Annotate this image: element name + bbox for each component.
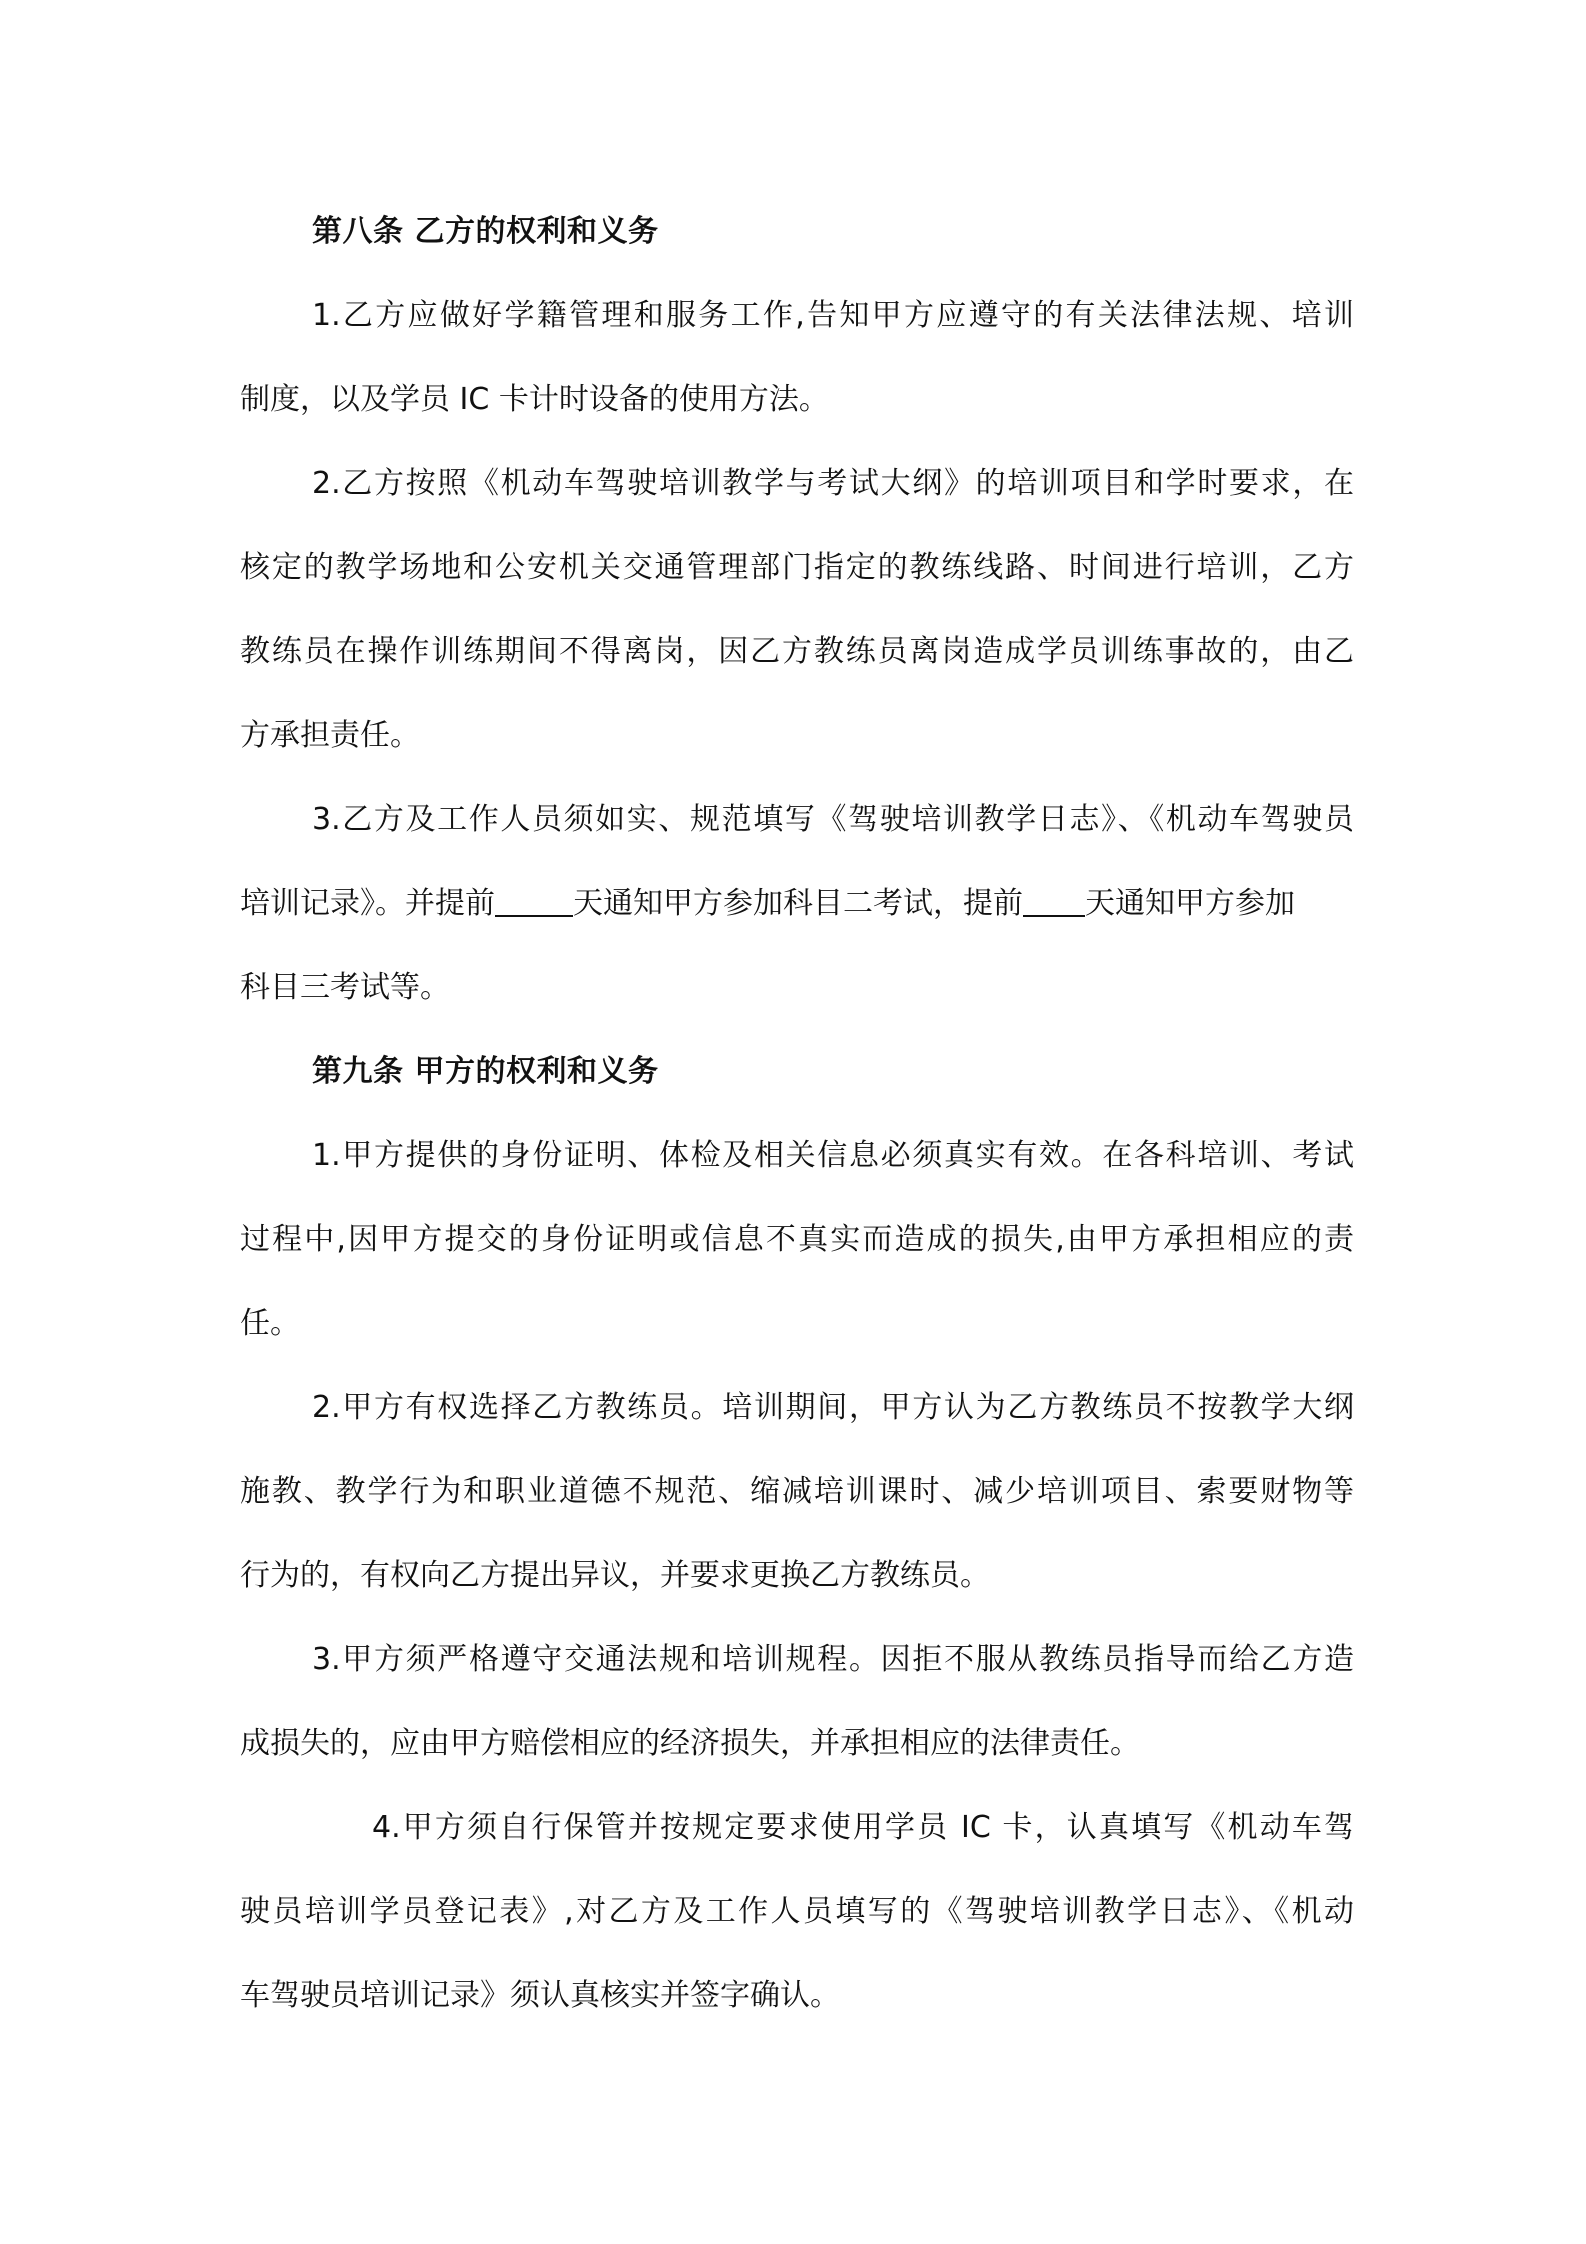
section-9-para-3-line-1: 3.甲方须严格遵守交通法规和培训规程。因拒不服从教练员指导而给乙方造 (312, 1642, 1354, 1677)
section-8-para-3-line-1: 3.乙方及工作人员须如实、规范填写《驾驶培训教学日志》、《机动车驾驶员 (312, 802, 1354, 837)
section-8-para-1-line-2: 制度，以及学员 IC 卡计时设备的使用方法。 (240, 382, 829, 417)
section-9-para-2-line-3: 行为的，有权向乙方提出异议，并要求更换乙方教练员。 (240, 1558, 990, 1593)
section-8-heading: 第八条 乙方的权利和义务 (312, 214, 659, 249)
section-9-heading: 第九条 甲方的权利和义务 (312, 1054, 659, 1089)
section-9-para-1-line-1: 1.甲方提供的身份证明、体检及相关信息必须真实有效。在各科培训、考试 (312, 1138, 1354, 1173)
section-9-para-4-line-3: 车驾驶员培训记录》须认真核实并签字确认。 (240, 1978, 840, 2013)
section-8-para-2-line-3: 教练员在操作训练期间不得离岗，因乙方教练员离岗造成学员训练事故的，由乙 (240, 634, 1354, 669)
section-8-para-3-line-3: 科目三考试等。 (240, 970, 450, 1005)
section-9-para-4-line-1: 4.甲方须自行保管并按规定要求使用学员 IC 卡，认真填写《机动车驾 (372, 1810, 1354, 1845)
section-9-para-1-line-2: 过程中,因甲方提交的身份证明或信息不真实而造成的损失,由甲方承担相应的责 (240, 1222, 1354, 1257)
section-9-para-1-line-3: 任。 (240, 1306, 300, 1341)
section-9-para-2-line-2: 施教、教学行为和职业道德不规范、缩减培训课时、减少培训项目、索要财物等 (240, 1474, 1354, 1509)
section-9-para-4-line-2: 驶员培训学员登记表》,对乙方及工作人员填写的《驾驶培训教学日志》、《机动 (240, 1894, 1354, 1929)
section-8-para-1-line-1: 1.乙方应做好学籍管理和服务工作,告知甲方应遵守的有关法律法规、培训 (312, 298, 1354, 333)
section-9-para-3-line-2: 成损失的，应由甲方赔偿相应的经济损失，并承担相应的法律责任。 (240, 1726, 1140, 1761)
section-8-para-2-line-4: 方承担责任。 (240, 718, 420, 753)
section-8-para-3-line-2-part-c: 天通知甲方参加 (1085, 886, 1295, 921)
days-blank-1 (495, 885, 573, 917)
days-blank-2 (1023, 885, 1085, 917)
section-8-para-2-line-2: 核定的教学场地和公安机关交通管理部门指定的教练线路、时间进行培训，乙方 (240, 550, 1354, 585)
section-8-para-3-line-2-part-b: 天通知甲方参加科目二考试，提前 (573, 886, 1023, 921)
section-8-para-3-line-2-part-a: 培训记录》。并提前 (240, 886, 495, 921)
section-9-para-2-line-1: 2.甲方有权选择乙方教练员。培训期间，甲方认为乙方教练员不按教学大纲 (312, 1390, 1354, 1425)
section-8-para-3-line-2 (240, 884, 1354, 924)
section-8-para-2-line-1: 2.乙方按照《机动车驾驶培训教学与考试大纲》的培训项目和学时要求，在 (312, 466, 1354, 501)
